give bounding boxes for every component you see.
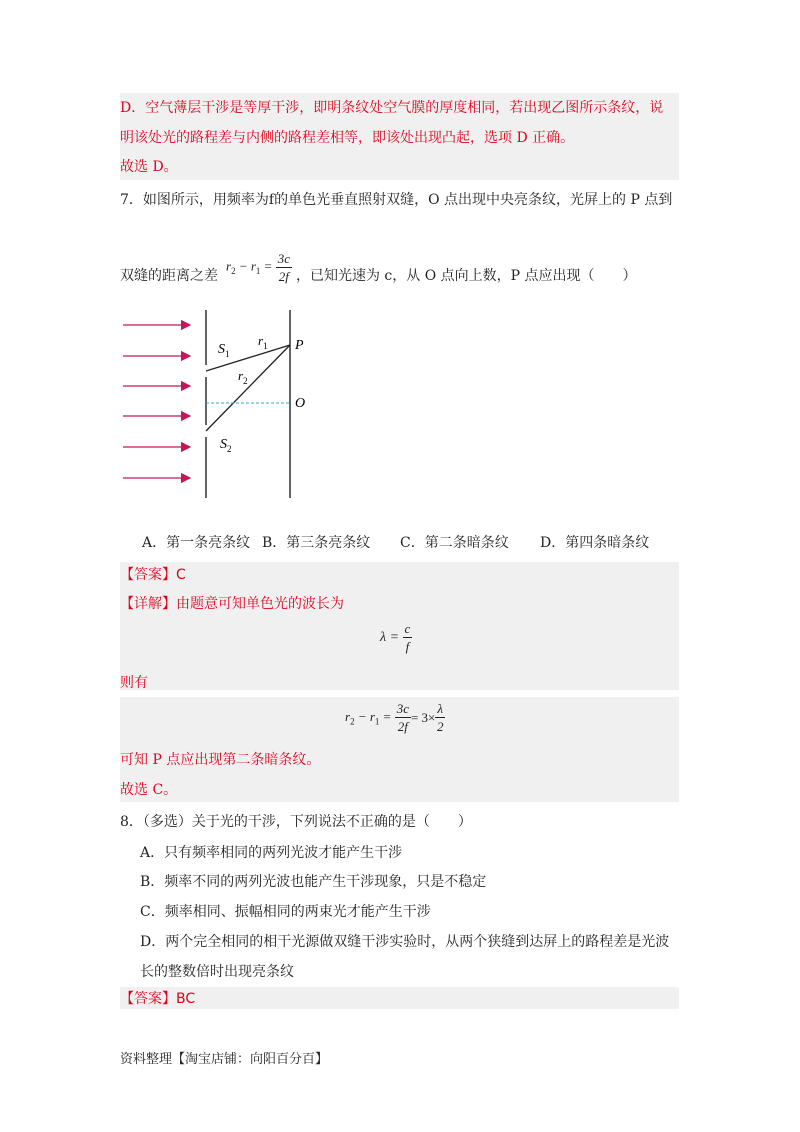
q7-choice-d: D．第四条暗条纹 (540, 535, 650, 551)
answer-label: 【答案】 (120, 991, 176, 1007)
q8-option-d-line1: D．两个完全相同的相干光源做双缝干涉实验时，从两个狭缝到达屏上的路程差是光波 (140, 934, 670, 950)
label-r1: $r_1$ (258, 333, 268, 351)
answer-label: 【答案】 (120, 567, 176, 583)
q7-stem-text: 如图所示，用频率为f的单色光垂直照射双缝，O 点出现中央亮条纹，光屏上的 P 点到 (142, 192, 673, 208)
path-difference-equation: $r_2 - r_1$ = $\frac{3c}{2f}$ = 3× $\frac{\lambda}{2}$ (345, 701, 444, 734)
q8-option-d-line2: 长的整数倍时出现亮条纹 (140, 964, 294, 980)
q7-final: 故选 C。 (120, 782, 178, 798)
detail-label: 【详解】 (120, 596, 176, 612)
q7-choice-b: B．第三条亮条纹 (262, 535, 371, 551)
lambda-fraction: $\frac{c}{f}$ (404, 621, 411, 654)
incident-light-arrows (123, 325, 190, 478)
q7-choice-c: C．第二条暗条纹 (400, 535, 509, 551)
q7-stem-line2 (120, 245, 637, 289)
detail-text: 由题意可知单色光的波长为 (176, 596, 344, 612)
q8-option-b: B．频率不同的两列光波也能产生干涉现象，只是不稳定 (140, 874, 487, 890)
prev-explanation-line1: D．空气薄层干涉是等厚干涉，即明条纹处空气膜的厚度相同，若出现乙图所示条纹，说 (120, 100, 664, 116)
q7-stem-suffix: ，已知光速为 c，从 O 点向上数，P 点应出现（ ） (295, 268, 637, 284)
q8-answer-block (120, 987, 679, 1009)
q7-eq-fraction: $\frac{3c}{2f}$ (277, 250, 290, 284)
q8-option-c: C．频率相同、振幅相同的两束光才能产生干涉 (140, 904, 431, 920)
label-S2: $S_2$ (220, 437, 232, 454)
label-P: P (295, 338, 304, 353)
then-text: 则有 (120, 675, 148, 691)
answer-value: C (176, 567, 186, 583)
label-r2: $r_2$ (238, 368, 248, 386)
prev-conclusion: 故选 D。 (120, 159, 178, 175)
answer-value: BC (176, 991, 196, 1007)
prev-explanation-line2: 明该处光的路程差与内侧的路程差相等，即该处出现凸起，选项 D 正确。 (120, 130, 575, 146)
q7-choice-a: A．第一条亮条纹 (142, 535, 251, 551)
q7-answer (120, 565, 186, 585)
q7-stem-line1 (120, 190, 672, 210)
q7-path-difference-eq: $r_2 - r_1$ = $\frac{3c}{2f}$ (226, 250, 290, 284)
q7-stem-prefix: 双缝的距离之差 (120, 268, 218, 284)
label-S1: $S_1$ (218, 342, 230, 359)
q7-detail (120, 594, 344, 614)
double-slit-diagram (115, 305, 325, 505)
q8-option-a: A．只有频率相同的两列光波才能产生干涉 (140, 845, 403, 861)
lambda-formula: λ = $\frac{c}{f}$ (380, 621, 411, 654)
label-O: O (295, 396, 306, 411)
q7-conclusion: 可知 P 点应出现第二条暗条纹。 (120, 752, 321, 768)
q7-number: 7． (120, 192, 143, 208)
footer-source: 资料整理【淘宝店铺：向阳百分百】 (120, 1052, 329, 1067)
q8-answer (120, 989, 195, 1009)
q8-stem: 8．（多选）关于光的干涉，下列说法不正确的是（ ） (120, 814, 472, 830)
